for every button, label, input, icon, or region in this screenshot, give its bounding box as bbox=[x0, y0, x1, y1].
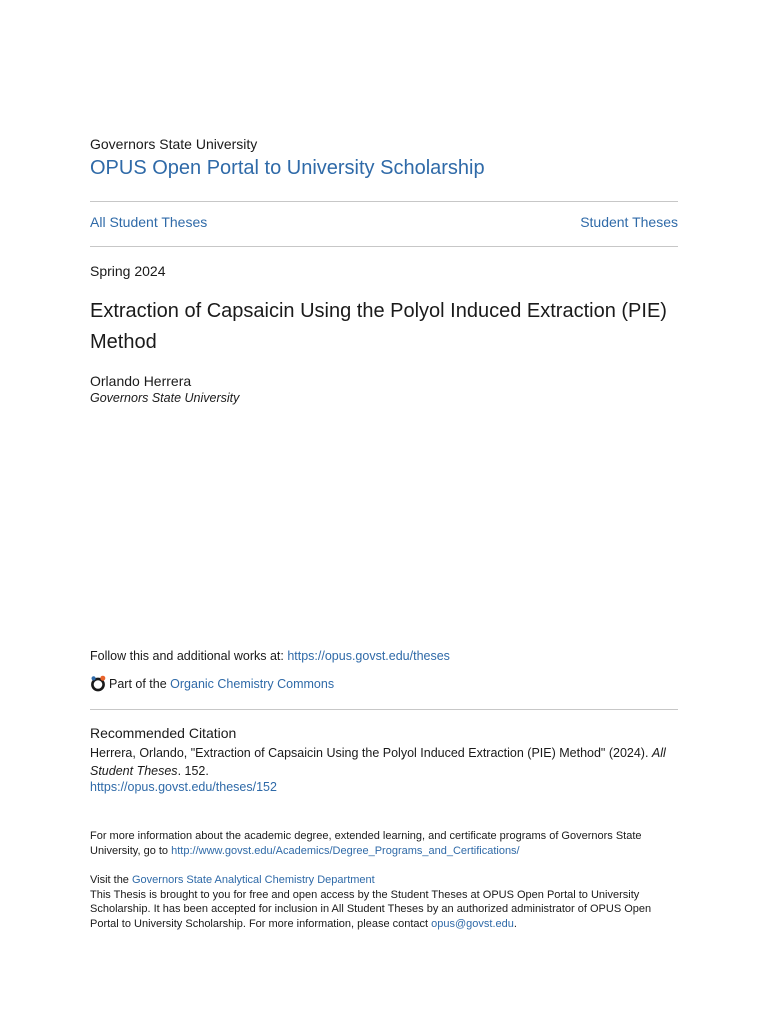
citation-main: Herrera, Orlando, "Extraction of Capsaicin Using the Polyol Induced Extraction (PIE) Method" (2024). bbox=[90, 746, 652, 760]
divider bbox=[90, 201, 678, 202]
programs-link[interactable]: http://www.govst.edu/Academics/Degree_Programs_and_Certifications/ bbox=[171, 844, 520, 857]
commons-link[interactable]: Organic Chemistry Commons bbox=[170, 677, 335, 691]
divider bbox=[90, 709, 678, 710]
portal-link[interactable]: OPUS Open Portal to University Scholarship bbox=[90, 157, 485, 179]
contact-email-link[interactable]: opus@govst.edu bbox=[431, 917, 514, 930]
access-statement-end: . bbox=[513, 917, 517, 930]
more-info bbox=[90, 829, 678, 858]
series-link[interactable]: Student Theses bbox=[580, 214, 678, 230]
follow-prefix: Follow this and additional works at: bbox=[90, 649, 288, 663]
citation-end: . 152. bbox=[177, 764, 209, 778]
citation-journal: All Student Theses bbox=[90, 746, 666, 778]
department-link[interactable]: Governors State Analytical Chemistry Department bbox=[132, 874, 375, 886]
follow-line bbox=[90, 649, 450, 663]
citation-text bbox=[90, 744, 678, 780]
part-of-prefix: Part of the bbox=[109, 677, 171, 691]
author-name: Orlando Herrera bbox=[90, 373, 192, 389]
divider bbox=[90, 246, 678, 247]
citation-link[interactable]: https://opus.govst.edu/theses/152 bbox=[90, 780, 277, 794]
access-statement: This Thesis is brought to you for free and open access by the Student Theses at OPUS Open Portal to University Scholarship. It has been accepted for inclusion in All Student Theses by an authorized administrator of OPUS Open Portal to University Scholarship. For more information, please contact bbox=[90, 888, 652, 930]
visit-block bbox=[90, 873, 678, 931]
commons-icon bbox=[90, 675, 107, 695]
repository-link[interactable]: https://opus.govst.edu/theses bbox=[287, 649, 450, 663]
work-title: Extraction of Capsaicin Using the Polyol Induced Extraction (PIE) Method bbox=[90, 300, 667, 353]
visit-prefix: Visit the bbox=[90, 874, 132, 886]
institution-name: Governors State University bbox=[90, 136, 258, 152]
collection-link[interactable]: All Student Theses bbox=[90, 214, 208, 230]
more-info-text: For more information about the academic degree, extended learning, and certificate programs of Governors State University, go to bbox=[90, 830, 642, 857]
author-affiliation: Governors State University bbox=[90, 391, 240, 405]
citation-heading: Recommended Citation bbox=[90, 725, 237, 741]
publication-date: Spring 2024 bbox=[90, 263, 166, 279]
part-of-line bbox=[90, 675, 334, 695]
